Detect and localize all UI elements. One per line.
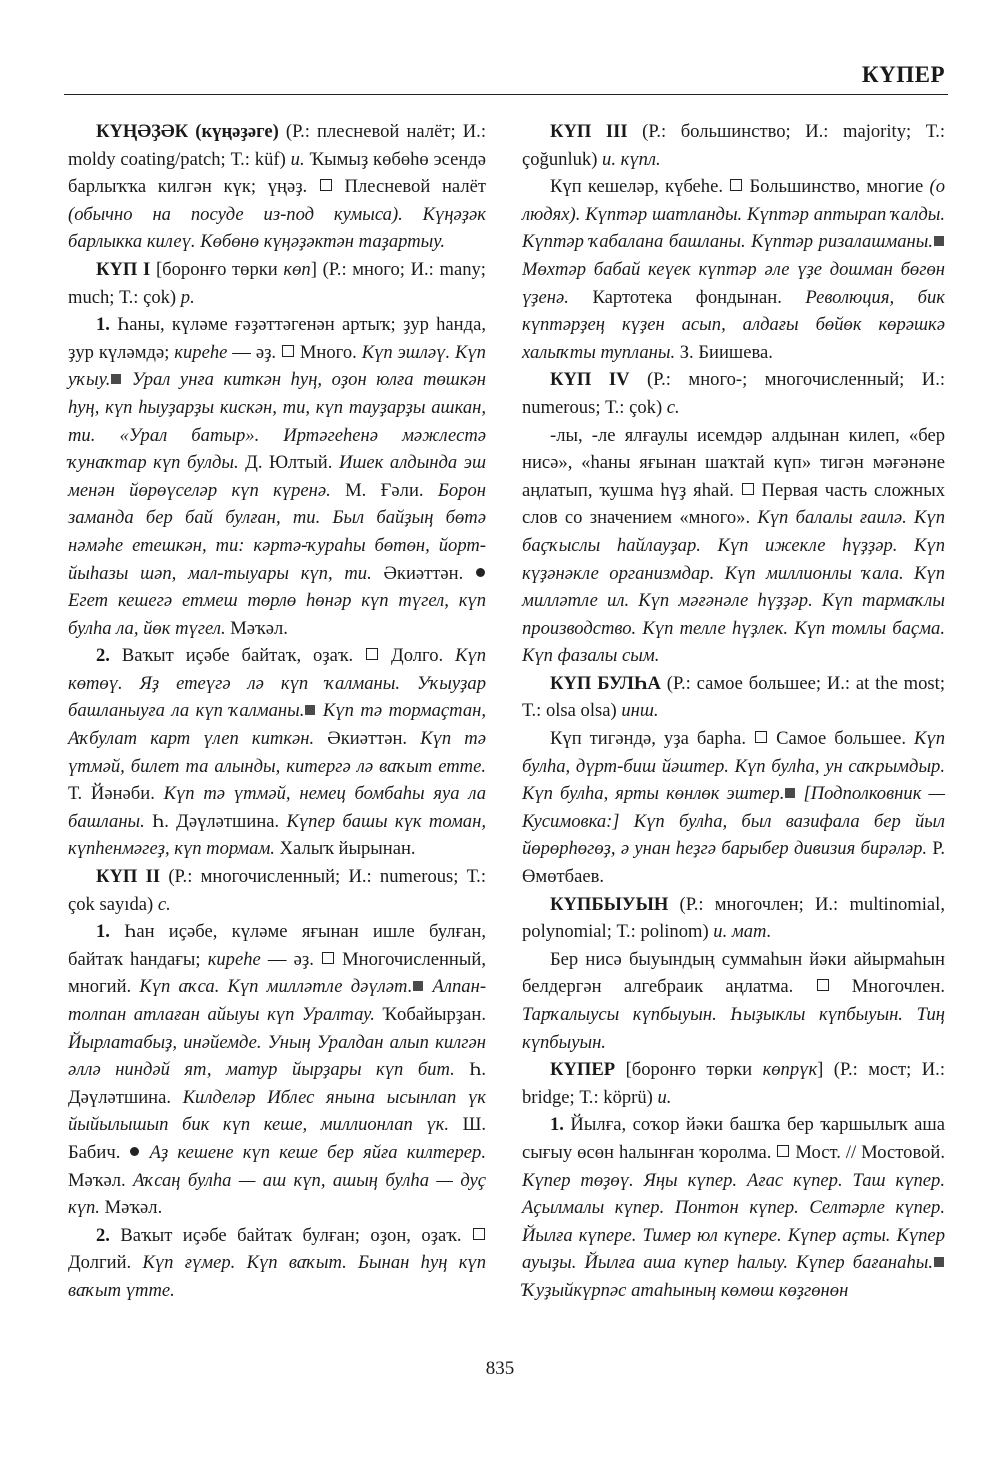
- proverb-marker-icon: [476, 568, 485, 577]
- entry-kup-bulha-definition: Күп тигәндә, уҙа барһа. Самое большее. Күп булһа, дүрт-биш йәштер. Күп булһа, ун саҡрымдыр. Күп булһа, ярты көнлөк эштер. [Подполковник — Кусимовка:] Күп булһа, был вазифала бер йыл йөрөрһөгөҙ, ә унан һеҙгә барыбер дивизия бирәләр. Р. Өмөтбаев.: [522, 728, 946, 888]
- translation-marker-icon: [777, 1145, 789, 1157]
- sense-1: 1. Һаны, күләме ғәҙәттәгенән артыҡ; ҙур һанда, ҙур күләмдә; киреһе — әҙ. Много. Күп эшләү. Күп уҡыу. Урал унға киткән һуң, оҙон юлға төшкән һуң, күп һыуҙарҙы кискән, ти, күп тауҙарҙы ашкан, ти. «Урал батыр». Иртәгеһенә мәжлестә ҡунаҡтар күп булды. Д. Юлтый. Ишек алдында эш менән йөрөүселәр күп күренә. М. Ғәли. Борон заманда бер бай булған, ти. Был байҙың бөтә нәмәһе етешкән, ти: кәртә-ҡураһы бөтөн, йорт-йыһазы шәп, мал-тыуары күп, ти. Әкиәттән. Егет кешегә етмеш төрлө һөнәр күп түгел, күп булһа ла, йөк түгел. Мәҡәл.: [68, 314, 486, 639]
- headword: КҮП IV: [550, 369, 630, 391]
- sense-2: 2. Ваҡыт иҫәбе байтаҡ булған; оҙон, оҙаҡ. Долгий. Күп ғүмер. Күп ваҡыт. Бынан һуң күп ваҡыт үтте.: [68, 1224, 487, 1301]
- sense-number: 1.: [550, 1114, 564, 1136]
- citation-marker-icon: [413, 981, 423, 991]
- sense-number: 2.: [96, 1224, 110, 1246]
- headword: КҮПЕР: [550, 1059, 616, 1081]
- entry-kup-3: КҮП III (Р.: большинство; И.: majority; Т.: çoğunluk) и. күпл.: [522, 121, 946, 170]
- headword: КҮҢӘҘӘК (күңәҙәге): [96, 121, 279, 142]
- left-column: [68, 118, 486, 1305]
- page-number: 835: [485, 1358, 515, 1379]
- translation-marker-icon: [320, 179, 332, 191]
- entry-kup-2: КҮП II (Р.: многочисленный; И.: numerous; Т.: çok sayıda) с.: [68, 866, 486, 915]
- citation-marker-icon: [934, 1257, 944, 1267]
- headword: КҮПБЫУЫН: [550, 893, 669, 915]
- right-column: [522, 118, 945, 1305]
- citation-marker-icon: [785, 788, 795, 798]
- entry-kupbyuyn: КҮПБЫУЫН (Р.: многочлен; И.: multinomial, polynomial; Т.: polinom) и. мат.: [522, 893, 945, 943]
- sense-number: 2.: [96, 645, 110, 667]
- sense-number: 1.: [96, 314, 110, 336]
- proverb-marker-icon: [130, 1147, 139, 1156]
- entry-kup-bulha: КҮП БУЛҺА (Р.: самое большее; И.: at the most; Т.: olsa olsa) инш.: [522, 672, 945, 722]
- entry-kup-4-definition: -лы, -ле ялғаулы исемдәр алдынан килеп, «бер нисә», «һаны яғынан шаҡтай күп» тигән мәғәнәне аңлатып, ҡушма һүҙ яһай. Первая часть сложных слов со значением «много». Күп балалы ғаилә. Күп баҫҡыслы һайлауҙар. Күп ижекле һүҙҙәр. Күп күҙәнәкле организмдар. Күп миллионлы ҡала. Күп милләтле ил. Күп мәғәнәле һүҙҙәр. Күп тармаҡлы производство. Күп телле һүҙлек. Күп томлы баҫма. Күп фазалы сым.: [522, 424, 945, 667]
- translation-marker-icon: [817, 979, 829, 991]
- entry-kup-4: КҮП IV (Р.: много-; многочисленный; И.: numerous; Т.: çok) с.: [522, 369, 946, 418]
- citation-marker-icon: [111, 374, 121, 384]
- translation-marker-icon: [322, 952, 334, 964]
- entry-kuper: КҮПЕР [боронғо төрки көпрүк] (Р.: мост; И.: bridge; Т.: köprü) и.: [522, 1059, 945, 1108]
- sense-2: 2. Ваҡыт иҫәбе байтаҡ, оҙаҡ. Долго. Күп көтөү. Яҙ етеүгә лә күп ҡалманы. Уҡыуҙар башланыуға ла күп ҡалманы. Күп тә тормаҫтан, Аҡбулат карт үлеп киткән. Әкиәттән. Күп тә үтмәй, билет та алынды, китергә лә ваҡыт етте. Т. Йәнәби. Күп тә үтмәй, немец бомбаһы яуа ла башланы. Һ. Дәүләтшина. Күпер башы күк томан, күпһенмәгеҙ, күп тормам. Халыҡ йырынан.: [68, 645, 486, 860]
- running-head: КҮПЕР: [861, 62, 945, 87]
- headword: КҮП БУЛҺА: [550, 672, 661, 694]
- translation-marker-icon: [473, 1228, 485, 1240]
- translation-marker-icon: [742, 483, 754, 495]
- translation-marker-icon: [366, 648, 378, 660]
- sense-number: 1.: [96, 921, 110, 943]
- translation-marker-icon: [282, 345, 294, 357]
- sense-1: 1. Йылға, соҡор йәки башҡа бер ҡаршылыҡ аша сығыу өсөн һалынған ҡоролма. Мост. // Мостовой. Күпер төҙөү. Яңы күпер. Ағас күпер. Таш күпер. Аҫылмалы күпер. Понтон күпер. Селтәрле күпер. Йылға күпере. Тимер юл күпере. Күпер аҫты. Күпер ауыҙы. Йылға аша күпер һалыу. Күпер бағанаһы. Ҡуҙыйкүрпәс атаһының көмөш көҙгөнөн: [522, 1114, 945, 1301]
- entry-kupbyuyn-definition: Бер нисә быуындың суммаһын йәки айырмаһын белдергән алгебраик аңлатма. Многочлен. Тарҡалыусы күпбыуын. Һыҙыклы күпбыуын. Тиң күпбыуын.: [522, 948, 946, 1053]
- translation-marker-icon: [730, 179, 742, 191]
- sense-1: 1. Һан иҫәбе, күләме яғынан ишле булған, байтаҡ һандағы; киреһе — әҙ. Многочисленный, многий. Күп аҡса. Күп милләтле дәүләт. Алпан-толпан атлаған айыуы күп Уралтау. Ҡобайырҙан. Йырлатабыҙ, инәйемде. Уның Уралдан алып килгән әллә ниндәй ят, матур йырҙары күп бит. Һ. Дәүләтшина. Килделәр Иблес янына ысынлап үк йыйылышып бик күп кеше, миллионлап үк. Ш. Бабич. Аҙ кешене күп кеше бер яйға килтерер. Мәҡәл. Аҡсаң булһа — аш күп, ашың булһа — дуҫ күп. Мәҡәл.: [68, 921, 487, 1219]
- citation-marker-icon: [305, 705, 315, 715]
- headword: КҮП II: [96, 866, 161, 888]
- entry-kunezek: КҮҢӘҘӘК (күңәҙәге) (Р.: плесневой налёт; И.: moldy coating/patch; Т.: küf) и. Ҡымыҙ көбөһө эсендә барлыҡҡа килгән күк; үңәҙ. Плесневой налёт (обычно на посуде из-под кумыса). Күңәҙәк барлыкка килеү. Көбөнө күңәҙәктән таҙартыу.: [68, 121, 486, 253]
- headword: КҮП III: [550, 121, 628, 142]
- header-rule: [64, 94, 948, 95]
- entry-kup-1: КҮП I [боронғо төрки көп] (Р.: много; И.: many; much; Т.: çok) р.: [68, 258, 486, 308]
- entry-kup-3-definition: Күп кешеләр, күбеһе. Большинство, многие (о людях). Күптәр шатланды. Күптәр аптырап ҡалды. Күптәр ҡабалана башланы. Күптәр ризалашманы. Мөхтәр бабай кеүек күптәр әле үҙе дошман бөгөн үҙенә. Картотека фондынан. Революция, бик күптәрҙең күҙен асып, алдағы бөйөк көрәшкә халыҡты тупланы. З. Биишева.: [522, 176, 945, 363]
- headword: КҮП I: [96, 258, 151, 280]
- citation-marker-icon: [934, 236, 944, 246]
- translation-marker-icon: [755, 731, 767, 743]
